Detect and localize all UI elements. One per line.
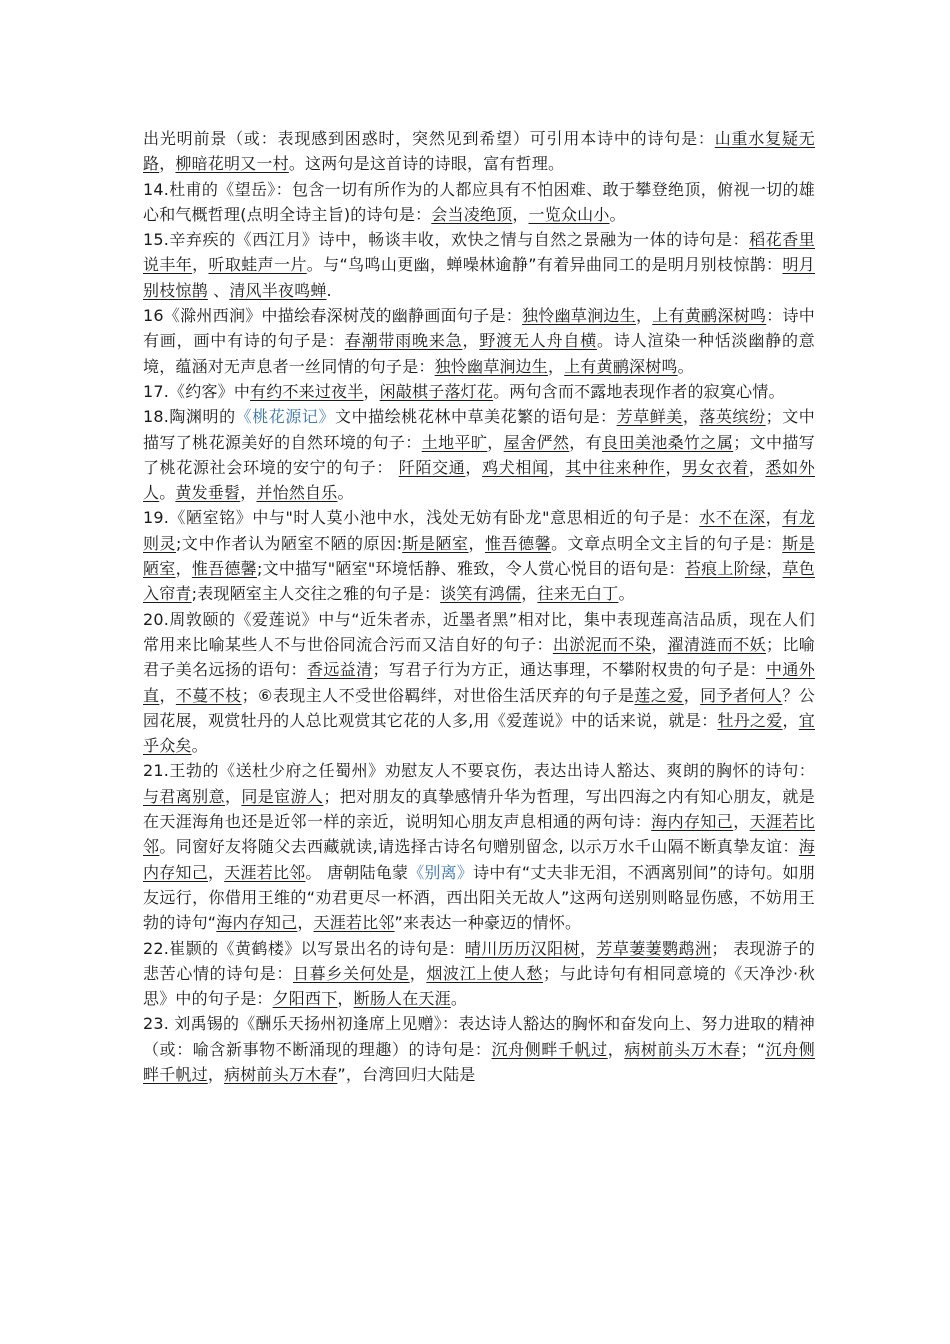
underlined-answer: 日暮乡关何处是 (293, 963, 410, 983)
underlined-answer: 同予者何人 (700, 685, 783, 705)
text-run: 21.王勃的《送杜少府之任蜀州》劝慰友人不要哀伤，表达出诗人豁达、爽朗的胸怀的诗句： (143, 761, 815, 781)
underlined-answer: 芳草鲜美 (616, 407, 683, 427)
underlined-answer: 沉舟侧畔千帆过 (143, 1039, 816, 1084)
underlined-answer: 山重水复疑无路 (143, 129, 815, 174)
text-run: ， (409, 963, 427, 983)
text-run: 文中描绘桃花林中草美花繁的语句是： (335, 407, 617, 427)
underlined-answer: 濯清涟而不妖 (667, 634, 767, 654)
underlined-answer: 出淤泥而不染 (552, 634, 652, 654)
text-run: 17.《约客》中 (143, 381, 251, 401)
text-run: 、 (207, 280, 230, 300)
text-run: 14.杜甫的《望岳》：包含一切有所作为的人都应具有不怕困难、敢于攀登绝顶，俯视一切的雄心和气概哲理(点明全诗主旨)的诗句是： (143, 179, 815, 224)
text-run: 。与“鸟鸣山更幽，蝉噪林逾静”有着异曲同工的是明月别枝惊鹊： (306, 255, 783, 275)
underlined-answer: 沉舟侧畔千帆过 (491, 1039, 608, 1059)
paragraph (143, 404, 815, 505)
text-run: ， (468, 533, 486, 553)
paragraph (143, 303, 815, 379)
text-run: ， (607, 1039, 625, 1059)
underlined-answer: 良田美池桑竹之属 (602, 432, 734, 452)
title-link[interactable]: 《别离》 (408, 862, 474, 882)
underlined-answer: 其中往来种作 (565, 457, 666, 477)
text-run: ；把对朋友的真挚感情升华为哲理，写出四海之内有知心朋友，就是在天涯海角也还是近邻一样的亲近，说明知心朋友声息相通的两句诗： (143, 786, 815, 832)
text-run: ， (487, 432, 504, 452)
text-run: 。文章点明全文主旨的句子是： (551, 533, 783, 553)
text-run: ;文中描写"陋室"环境恬静、雅致，令人赏心悦目的语句是： (256, 559, 685, 579)
text-run: ；“ (740, 1039, 766, 1059)
underlined-answer: 水不在深 (699, 508, 766, 528)
text-run: 。 (618, 584, 635, 604)
text-run: ， (548, 356, 565, 376)
text-run: ， (240, 483, 257, 503)
underlined-answer: 稻花香里说丰年 (143, 230, 815, 275)
text-run: 23. 刘禹锡的《酬乐天扬州初逢席上见赠》：表达诗人豁达的胸怀和奋发向上、努力进取的精神（或：喻含新事物不断涌现的理趣）的诗句是： (143, 1014, 815, 1059)
underlined-answer: 宜乎众矣 (143, 710, 815, 756)
text-run: 20.周敦颐的《爱莲说》中与“近朱者赤，近墨者黑”相对比，集中表现莲高洁品质，现在人们常用来比喻某些人不与世俗同流合污而又洁自好的句子： (143, 609, 815, 654)
underlined-answer: 明月别枝惊鹊 (143, 255, 816, 300)
underlined-answer: 会当凌绝顶 (431, 204, 513, 224)
underlined-answer: 斯是陋室 (402, 533, 469, 553)
underlined-answer: 黄发垂髫 (175, 483, 241, 503)
text-run: ， (207, 1064, 225, 1084)
text-run: 。 (191, 736, 208, 756)
text-run: ， (579, 938, 597, 958)
underlined-answer: 清风半夜鸣蝉 (229, 280, 327, 300)
underlined-answer: 有龙则灵 (143, 508, 815, 553)
text-run: ， (651, 634, 668, 654)
underlined-answer: 香远益清 (306, 660, 373, 680)
text-run: ， (512, 204, 529, 224)
underlined-answer: 有约不来过夜半 (250, 381, 364, 401)
paragraph (143, 379, 815, 404)
underlined-answer: 往来无白丁 (537, 584, 619, 604)
underlined-answer: 草色入帘青 (143, 559, 815, 604)
text-run: ;表现陋室主人交往之雅的句子是： (191, 584, 441, 604)
underlined-answer: 烟波江上使人愁 (426, 963, 544, 983)
text-run: ；写君子行为方正，通达事理，不攀附权贵的句子是： (372, 660, 766, 680)
text-run: 16《滁州西涧》中描绘春深树茂的幽静画面句子是： (143, 306, 523, 326)
text-run: ；文中描写了桃花源美好的自然环境的句子： (143, 407, 815, 452)
text-run: 22.崔颢的《黄鹤楼》以写景出名的诗句是： (143, 938, 465, 958)
underlined-answer: 阡陌交通 (398, 457, 466, 477)
text-run: ， (635, 306, 653, 326)
text-run: ， (363, 381, 380, 401)
underlined-answer: 独怜幽草涧边生 (522, 306, 636, 326)
title-link[interactable]: 《桃花源记》 (235, 407, 336, 427)
underlined-answer: 闲敲棋子落灯花 (379, 381, 494, 401)
underlined-answer: 上有黄鹂深树鸣 (652, 306, 767, 326)
text-run: ;文中作者认为陋室不陋的原因: (176, 533, 403, 553)
text-run: ， (765, 508, 783, 528)
paragraph (143, 126, 815, 177)
underlined-answer: 同是宦游人 (241, 786, 324, 806)
text-run: 。诗人渲染一种恬淡幽静的意境，蕴涵对无声息者一丝同情的句子是： (143, 331, 815, 376)
underlined-answer: 天涯若比邻 (143, 812, 816, 857)
underlined-answer: 屋舍俨然 (503, 432, 570, 452)
underlined-answer: 一览众山小 (528, 204, 610, 224)
text-run: ：诗中有画，画中有诗的句子是： (143, 306, 815, 351)
text-run: ；与此诗句有相同意境的《天净沙·秋思》中的句子是： (143, 963, 815, 1009)
text-run: ， (462, 331, 480, 351)
underlined-answer: 苔痕上阶绿 (684, 559, 767, 579)
underlined-answer: 海内存知己 (651, 812, 734, 832)
text-run: ， (192, 255, 209, 275)
underlined-answer: 春潮带雨晚来急 (344, 331, 463, 351)
underlined-answer: 野渡无人舟自横 (479, 331, 598, 351)
paragraph (143, 936, 815, 1012)
text-run: ？公园花展，观赏牡丹的人总比观赏其它花的人多,用《爱莲说》中的话来说，就是： (143, 685, 815, 730)
paragraph (143, 1011, 815, 1087)
underlined-answer: 断肠人在天涯 (353, 989, 451, 1009)
text-run: 。同窗好友将随父去西藏就读,请选择古诗名句赠别留念, 以示万水千山隔不断真挚友谊： (159, 837, 799, 857)
underlined-answer: 芳草萋萋鹦鹉洲 (596, 938, 712, 958)
paragraph (143, 607, 815, 759)
text-run: ； 表现游子的悲苦心情的诗句是： (143, 938, 816, 983)
underlined-answer: 海内存知己 (143, 837, 815, 882)
underlined-answer: 惟吾德馨 (191, 559, 257, 579)
paragraph (143, 758, 815, 935)
text-run: 。 (337, 483, 354, 503)
text-run: 。两句含而不露地表现作者的寂寞心情。 (493, 381, 785, 401)
underlined-answer: 并怡然自乐 (256, 483, 338, 503)
text-run: 。 (677, 356, 694, 376)
text-run: ， (224, 786, 242, 806)
underlined-answer: 落英缤纷 (699, 407, 766, 427)
underlined-answer: 上有黄鹂深树鸣 (564, 356, 678, 376)
paragraph (143, 177, 815, 228)
text-run: ， (297, 913, 314, 933)
underlined-answer: 悉如外人 (143, 457, 815, 503)
text-run: 15.辛弃疾的《西江月》诗中，畅谈丰收，欢快之情与自然之景融为一体的诗句是： (143, 230, 750, 250)
text-run: . (326, 280, 332, 300)
text-run: ， (175, 559, 192, 579)
underlined-answer: 病树前头万木春 (624, 1039, 741, 1059)
underlined-answer: 夕阳西下 (272, 989, 338, 1009)
text-run: ，有 (569, 432, 603, 452)
text-run: 18.陶渊明的 (143, 407, 236, 427)
text-run: ， (207, 862, 225, 882)
underlined-answer: 惟吾德馨 (485, 533, 552, 553)
text-run: ， (159, 154, 176, 174)
text-run: ；文中描写了桃花源社会环境的安宁的句子： (143, 432, 815, 477)
text-run: ”来表达一种豪迈的情怀。 (394, 913, 582, 933)
underlined-answer: 柳暗花明又一村 (175, 154, 289, 174)
text-run: 19.《陋室铭》中与"时人莫小池中水，浅处无妨有卧龙"意思相近的句子是： (143, 508, 700, 528)
text-run: ， (337, 989, 354, 1009)
paragraph (143, 227, 815, 303)
underlined-answer: 男女衣着 (682, 457, 749, 477)
text-run: 。这两句是这首诗的诗眼，富有哲理。 (288, 154, 565, 174)
text-run: ， (159, 685, 176, 705)
underlined-answer: 与君离别意 (143, 786, 225, 806)
underlined-answer: 天涯若比邻 (224, 862, 306, 882)
underlined-answer: 莲之爱 (634, 685, 684, 705)
underlined-answer: 晴川历历汉阳树 (464, 938, 580, 958)
underlined-answer: 谈笑有鸿儒 (440, 584, 522, 604)
text-run: ， (766, 559, 783, 579)
text-run: 出光明前景（或：表现感到困惑时，突然见到希望）可引用本诗中的诗句是： (143, 129, 715, 148)
text-run: ， (782, 710, 799, 730)
text-run: ”，台湾回归大陆是 (337, 1064, 476, 1084)
text-run: 。 (159, 483, 176, 503)
paragraph (143, 505, 815, 606)
text-run: ， (665, 457, 683, 477)
text-run: ， (465, 457, 483, 477)
text-run: ， (682, 407, 700, 427)
text-run: ；⑥表现主人不受世俗羁绊，对世俗生活厌弃的句子是 (241, 685, 635, 705)
text-run: 。 唐朝陆龟蒙 (305, 862, 409, 882)
underlined-answer: 斯是陋室 (143, 533, 815, 579)
document-body (143, 126, 815, 1087)
underlined-answer: 独怜幽草涧边生 (434, 356, 549, 376)
underlined-answer: 不蔓不枝 (175, 685, 242, 705)
underlined-answer: 牡丹之爱 (717, 710, 783, 730)
underlined-answer: 天涯若比邻 (313, 913, 395, 933)
text-run: ， (748, 457, 766, 477)
underlined-answer: 病树前头万木春 (224, 1064, 338, 1084)
text-run: ；比喻君子美名远扬的语句： (143, 634, 816, 680)
text-run: 诗中有“丈夫非无泪，不洒离别间”的诗句。如朋友远行，你借用王维的“劝君更尽一杯酒，西出阳关无故人”这两句送别则略显伤感，不妨用王勃的诗句“ (143, 862, 815, 933)
underlined-answer: 土地平旷 (421, 432, 488, 452)
underlined-answer: 听取蛙声一片 (208, 255, 307, 275)
text-run: 。 (609, 204, 626, 224)
underlined-answer: 鸡犬相闻 (482, 457, 549, 477)
underlined-answer: 海内存知己 (216, 913, 298, 933)
text-run: ， (521, 584, 538, 604)
underlined-answer: 中通外直 (143, 660, 815, 705)
text-run: ， (733, 812, 750, 832)
text-run: 。 (450, 989, 468, 1009)
text-run: ， (683, 685, 701, 705)
text-run: ， (548, 457, 566, 477)
